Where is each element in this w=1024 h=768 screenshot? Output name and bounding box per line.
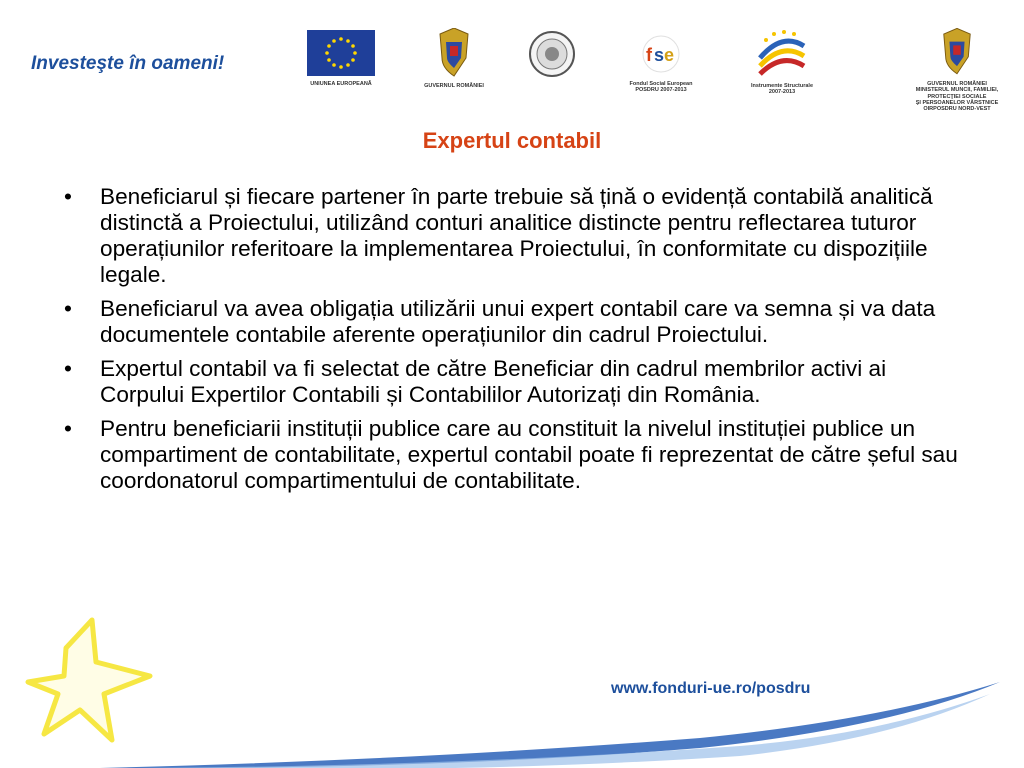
government-caption: GUVERNUL ROMÂNIEI bbox=[424, 83, 484, 89]
bullet-text: Expertul contabil va fi selectat de către Beneficiar din cadrul membrilor activi ai Corpului Expertilor Contabili și Contabililor Autorizați din România. bbox=[100, 356, 887, 407]
svg-text:s: s bbox=[654, 45, 665, 65]
bullet-icon: • bbox=[64, 296, 72, 321]
ministry-coat-of-arms-icon bbox=[940, 28, 974, 76]
eu-logo bbox=[304, 30, 378, 87]
ministry-caption: GUVERNUL ROMÂNIEI MINISTERUL MUNCII, FAMILIEI, PROTECŢIEI SOCIALE ŞI PERSOANELOR VÂRSTNICE OIRPOSDRU NORD-VEST bbox=[915, 81, 999, 113]
bullet-text: Beneficiarul va avea obligația utilizării unui expert contabil care va semna și va data documentele contabile aferente operațiunilor din cadrul Proiectului. bbox=[100, 296, 936, 347]
tagline: Investeşte în oameni! bbox=[31, 53, 225, 74]
list-item bbox=[64, 184, 969, 288]
bullet-icon: • bbox=[64, 356, 72, 381]
fse-logo bbox=[621, 32, 701, 94]
structural-instruments-icon bbox=[754, 28, 810, 78]
star-swoosh-decoration bbox=[0, 590, 1024, 768]
blue-swoosh-light bbox=[140, 694, 990, 768]
slide-title: Expertul contabil bbox=[422, 128, 602, 153]
footer-url-link[interactable]: www.fonduri-ue.ro/posdru bbox=[611, 680, 811, 697]
list-item bbox=[64, 416, 969, 494]
bullet-text: Beneficiarul și fiecare partener în parte trebuie să țină o evidență contabilă analitică distinctă a Proiectului, utilizând conturi analitice distincte pentru reflectarea tuturor operațiunilor referitoare la implementarea Proiectului, în conformitate cu dispozițiile legale. bbox=[100, 184, 933, 287]
seal-logo bbox=[527, 30, 577, 83]
list-item bbox=[64, 356, 969, 408]
star-icon bbox=[28, 620, 150, 740]
bullet-icon: • bbox=[64, 184, 72, 209]
bullet-list bbox=[64, 184, 969, 502]
svg-text:e: e bbox=[664, 45, 675, 65]
svg-text:f: f bbox=[646, 45, 652, 65]
government-logo bbox=[418, 28, 490, 89]
fse-logo-icon bbox=[637, 32, 685, 76]
eu-caption: UNIUNEA EUROPEANĂ bbox=[310, 81, 372, 87]
structural-instruments-caption: Instrumente Structurale 2007-2013 bbox=[750, 83, 814, 96]
seal-icon bbox=[528, 30, 576, 78]
list-item bbox=[64, 296, 969, 348]
romania-coat-of-arms-icon bbox=[436, 28, 472, 78]
structural-instruments-logo bbox=[746, 28, 818, 96]
fse-caption: Fondul Social European POSDRU 2007-2013 bbox=[629, 81, 693, 94]
bullet-text: Pentru beneficiarii instituții publice care au constituit la nivelul instituției publice un compartiment de contabilitate, expertul contabil poate fi reprezentat de către șeful sau coordonatorul compartimentului de contabilitate. bbox=[100, 416, 958, 493]
blue-swoosh bbox=[100, 682, 1000, 768]
eu-flag-icon bbox=[307, 30, 375, 76]
bullet-icon: • bbox=[64, 416, 72, 441]
ministry-logo bbox=[910, 28, 1004, 113]
